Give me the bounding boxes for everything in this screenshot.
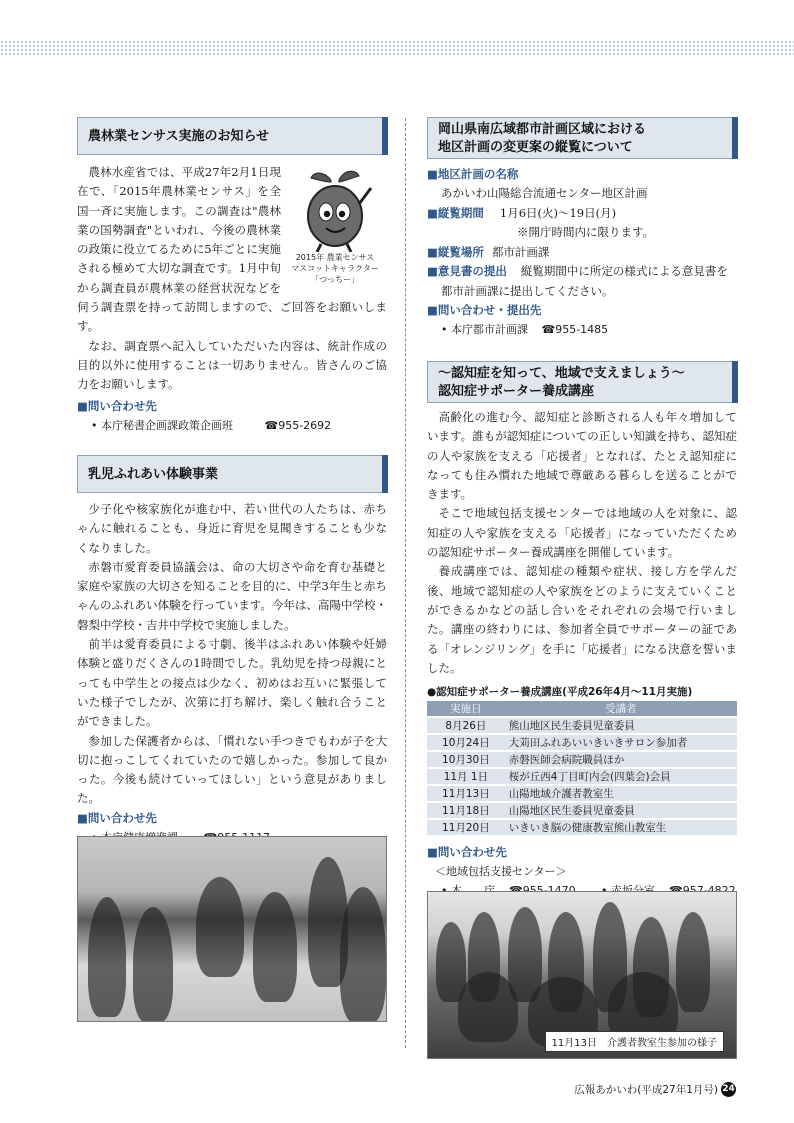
infant-paragraph-4: 参加した保護者からは、「慣れない手つきでもわが子を大切に抱っこしてくれていたので嬉しかった。参加して良かった。今後も続けていってほしい」という意見がありました。 [77,733,387,806]
plan-title-line1: 岡山県南広域都市計画区域における [438,122,647,137]
dementia-contact-label: ■ 問い合わせ先 [427,843,737,862]
dementia-paragraph-2: そこで地域包括支援センターでは地域の人を対象に、認知症の人や家族を支える「応援者」になっていただくための認知症サポーター養成講座を開催しています。 [427,506,737,560]
schedule-header-people: 受講者 [505,701,737,716]
schedule-table [427,699,737,837]
schedule-row [427,820,737,835]
schedule-date: 8月26日 [427,718,505,733]
schedule-people: いきいき脳の健康教室熊山教室生 [505,820,737,835]
page-number: 24 [721,1082,736,1097]
schedule-header-date: 実施日 [427,701,505,716]
schedule-row [427,752,737,767]
schedule-row [427,769,737,784]
plan-period-note: ※開庁時間内に限ります。 [517,225,655,239]
census-text-block [77,163,387,435]
plan-contact-dept: • 本庁都市計画課 [441,323,528,336]
plan-period-value: 1月6日(火)～19日(月) [499,205,617,220]
schedule-row [427,735,737,750]
census-text-paragraph-1: 農林水産省では、平成27年2月1日現在で、「2015年農林業センサス」を全国一斉に実施します。この調査は"農林業の国勢調査"といわれ、今後の農林業の政策に役立てるために5年ごとに実施される極めて大切な調査です。1月中旬から調査員が農林業の経営状況などを伺う調査票を持って訪問しますので、ご回答をお願いします。 [77,165,387,334]
dementia-section [427,361,737,919]
plan-contact-label: ■ 問い合わせ・提出先 [427,301,737,320]
infant-paragraph-1: 少子化や核家族化が進む中、若い世代の人たちは、赤ちゃんに触れることも、身近に育児を見聞きすることも少なくなりました。 [77,502,387,555]
schedule-row [427,718,737,733]
plan-contact [427,320,737,339]
plan-name-value: あかいわ山陽総合流通センター地区計画 [441,186,648,200]
plan-place-value: 都市計画課 [491,244,550,259]
infant-title: 乳児ふれあい体験事業 [88,467,219,482]
schedule-people: 赤磐医師会病院職員ほか [505,752,737,767]
mascot-caption-line2: マスコットキャラクター [291,264,379,273]
dementia-photo-caption: 11月13日 介護者教室生参加の様子 [545,1031,724,1052]
plan-contact-tel: ☎955-1485 [541,323,609,336]
schedule-row [427,803,737,818]
census-title: 農林業センサス実施のお知らせ [88,129,270,144]
dementia-title-line1: ～認知症を知って、地域で支えましょう～ [438,366,685,381]
top-dotted-band [0,40,794,56]
plan-title-line2: 地区計画の変更案の縦覧について [438,140,633,155]
schedule-people: 山陽地域介護者教室生 [505,786,737,801]
plan-heading [427,117,737,159]
schedule-date: 11月18日 [427,803,505,818]
schedule-people: 熊山地区民生委員児童委員 [505,718,737,733]
schedule-header-row [427,701,737,716]
dementia-paragraph-3: 養成講座では、認知症の種類や症状、接し方を学んだ後、地域で認知症の人や家族をどのように支えていくことができるかなどの話し合いをそれぞれの会場で行いました。講座の終わりには、参加者全員でサポーターの証である「オレンジリング」を手に「応援者」になる決意を誓いました。 [427,564,737,675]
schedule-people: 山陽地区民生委員児童委員 [505,803,737,818]
dementia-center-name: ＜地域包括支援センター＞ [435,865,567,879]
schedule-people: 桜が丘西4丁目町内会(四葉会)会員 [505,769,737,784]
dementia-paragraph-1: 高齢化の進む今、認知症と診断される人も年々増加しています。誰もが認知症についての正しい知識を持ち、認知症の人や家族を支える「応援者」となれば、たとえ認知症になっても住み慣れた地域で尊厳ある暮らしを送ることができます。 [427,410,737,502]
schedule-row [427,786,737,801]
census-heading [77,117,387,155]
mascot-caption-line3: 「つっちー」 [311,275,359,284]
schedule-date: 11月20日 [427,820,505,835]
plan-period-label: ■ 縦覧期間 [427,206,484,220]
column-divider [405,118,406,1048]
schedule-date: 11月13日 [427,786,505,801]
page-footer [574,1082,736,1097]
schedule-date: 10月24日 [427,735,505,750]
plan-opinion-label: ■ 意見書の提出 [427,264,507,278]
dementia-body [427,408,737,678]
census-contact [77,416,387,435]
infant-section [77,455,387,847]
census-contact-dept: • 本庁秘書企画課政策企画班 [91,419,233,432]
mascot-caption-line1: 2015年 農業センサス [295,253,375,262]
plan-place-label: ■ 縦覧場所 [427,245,484,259]
dementia-heading [427,361,737,403]
infant-paragraph-2: 赤磐市愛育委員協議会は、命の大切さや命を育む基礎と家庭や家族の大切さを知ることを目的に、中学3年生と赤ちゃんのふれあい体験を行っています。今年は、高陽中学校・磐梨中学校・吉井中学校で実施しました。 [77,559,387,632]
census-contact-tel: ☎955-2692 [264,418,332,432]
schedule-people: 大苅田ふれあいいきいきサロン参加者 [505,735,737,750]
dementia-photo [427,891,737,1059]
footer-publication: 広報あかいわ(平成27年1月号) [574,1084,718,1096]
infant-heading [77,455,387,493]
plan-name-label: ■ 地区計画の名称 [427,165,737,184]
plan-opinion-value: 縦覧期間中に所定の様式による意見書を都市計画課に提出してください。 [441,264,728,298]
infant-photo [77,836,387,1022]
plan-section [427,117,737,339]
census-contact-label: ■ 問い合わせ先 [77,397,387,416]
schedule-date: 11月 1日 [427,769,505,784]
schedule-date: 10月30日 [427,752,505,767]
dementia-title-line2: 認知症サポーター養成講座 [438,384,595,399]
schedule-table-title: ●認知症サポーター養成講座(平成26年4月～11月実施) [427,686,693,699]
infant-contact-label: ■ 問い合わせ先 [77,809,387,828]
infant-paragraph-3: 前半は愛育委員による寸劇、後半はふれあい体験や妊婦体験と盛りだくさんの1時間でした。乳幼児を持つ母親にとっても中学生との接点は少なく、初めはお互いに緊張していた様子でしたが、次第に打ち解け、楽しく触れ合うことができました。 [77,637,387,729]
census-text-paragraph-2: なお、調査票へ記入していただいた内容は、統計作成の目的以外に使用することは一切ありません。皆さんのご協力をお願いします。 [77,338,387,392]
mascot-float-space [281,163,387,288]
infant-body [77,500,387,809]
